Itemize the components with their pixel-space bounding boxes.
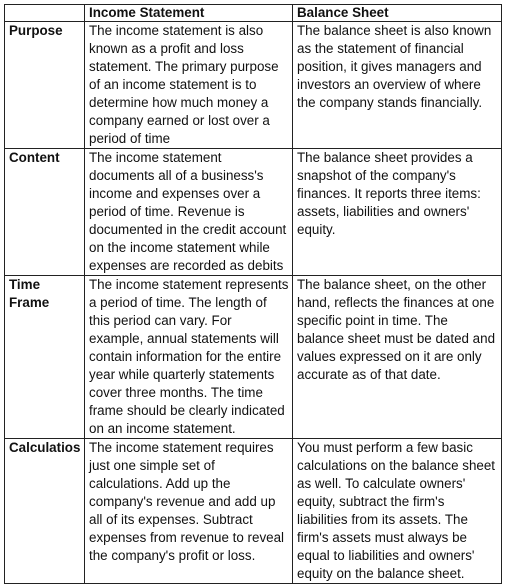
table-row	[5, 439, 502, 584]
header-empty-cell	[5, 5, 85, 22]
row-label-purpose: Purpose	[5, 22, 85, 149]
header-income-statement: Income Statement	[85, 5, 293, 22]
row-label-calculations: Calculatios	[5, 439, 85, 584]
balance-cell-calculations: You must perform a few basic calculations on the balance sheet as well. To calculate owners' equity, subtract the firm's liabilities from its assets. The firm's assets must always be equal to liabilities and owners' equity on the balance sheet.	[293, 439, 502, 584]
income-cell-purpose: The income statement is also known as a profit and loss statement. The primary purpose of an income statement is to determine how much money a company earned or lost over a period of time	[85, 22, 293, 149]
row-label-time-frame: Time Frame	[5, 276, 85, 439]
table-row	[5, 276, 502, 439]
balance-cell-time-frame: The balance sheet, on the other hand, reflects the finances at one specific point in time. The balance sheet must be dated and values expressed on it are only accurate as of that date.	[293, 276, 502, 439]
table-row	[5, 22, 502, 149]
table-row	[5, 149, 502, 276]
income-cell-time-frame: The income statement represents a period of time. The length of this period can vary. For example, annual statements will contain information for the entire year while quarterly statements cover three months. The time frame should be clearly indicated on an income statement.	[85, 276, 293, 439]
income-cell-calculations: The income statement requires just one simple set of calculations. Add up the company's revenue and add up all of its expenses. Subtract expenses from revenue to reveal the company's profit or loss.	[85, 439, 293, 584]
balance-cell-purpose: The balance sheet is also known as the statement of financial position, it gives managers and investors an overview of where the company stands financially.	[293, 22, 502, 149]
comparison-table	[4, 4, 502, 584]
header-balance-sheet: Balance Sheet	[293, 5, 502, 22]
row-label-content: Content	[5, 149, 85, 276]
header-row	[5, 5, 502, 22]
balance-cell-content: The balance sheet provides a snapshot of the company's finances. It reports three items: assets, liabilities and owners' equity.	[293, 149, 502, 276]
income-cell-content: The income statement documents all of a business's income and expenses over a period of time. Revenue is documented in the credit account on the income statement while expenses are recorded as debits	[85, 149, 293, 276]
